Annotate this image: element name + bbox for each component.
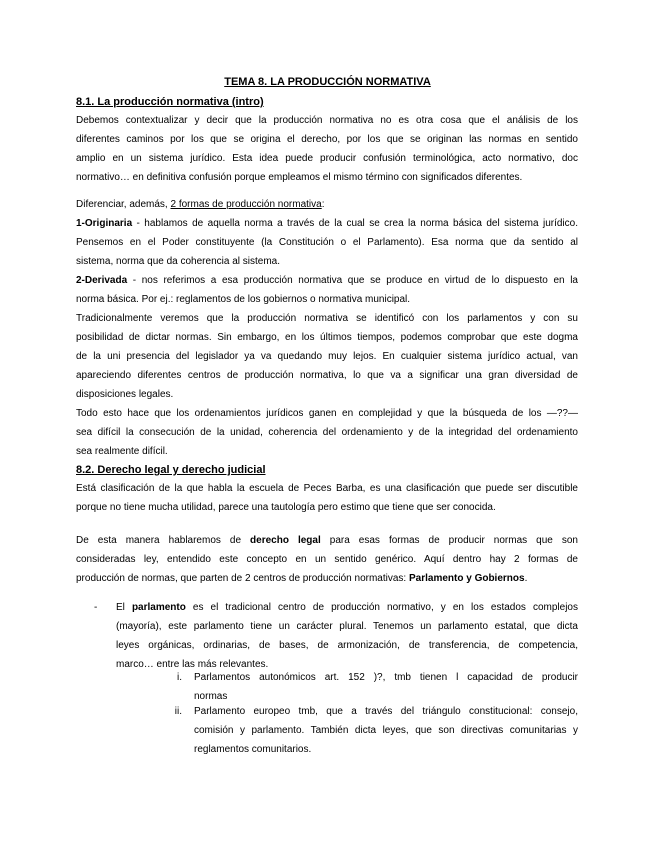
originaria-text: - hablamos de aquella norma a través de la cual se crea la norma básica del sistema jurídico. xyxy=(132,218,578,229)
text-line: comisión y parlamento. También dicta leyes, que son directivas comunitarias y xyxy=(194,725,578,736)
text-line: disposiciones legales. xyxy=(76,389,174,400)
text-line: normativo… en definitiva confusión porque empleamos el mismo término con significados diferentes. xyxy=(76,172,523,183)
sub-list-item xyxy=(174,702,578,759)
centros-intro: producción de normas, que parten de 2 centros de producción normativas: xyxy=(76,573,409,584)
centros-period: . xyxy=(524,573,528,584)
text-line xyxy=(76,569,578,588)
derivada-label: 2-Derivada xyxy=(76,275,128,286)
formas-intro: Diferenciar, además, xyxy=(76,199,171,210)
text-line: amplio en un sistema jurídico. Esta idea puede producir confusión terminológica, acto normativo, doc xyxy=(76,153,578,164)
paragraph-intro xyxy=(76,111,578,187)
text-line xyxy=(76,195,578,214)
text-line: posibilidad de dictar normas. Sin embargo, en los últimos tiempos, podemos comprobar que este dogma xyxy=(76,332,578,343)
paragraph-tradicional xyxy=(76,309,578,461)
text-line xyxy=(76,214,578,233)
sub-list-item xyxy=(177,668,578,706)
bullet-intro: El xyxy=(116,602,132,613)
text-line: reglamentos comunitarios. xyxy=(194,744,312,755)
centros-term: Parlamento y Gobiernos xyxy=(408,573,525,584)
text-line: Parlamento europeo tmb, que a través del triángulo constitucional: consejo, xyxy=(194,706,578,717)
text-line: apareciendo diferentes centros de producción normativa, lo que va a significar una gran diversidad de xyxy=(76,370,578,381)
sub-list-number: i. xyxy=(177,672,182,683)
derecho-legal-intro: De esta manera hablaremos de xyxy=(76,535,251,546)
text-line xyxy=(116,598,578,617)
derivada-text: - nos referimos a esa producción normativa que se produce en virtud de lo dispuesto en la xyxy=(127,275,578,286)
paragraph-clasificacion xyxy=(76,479,578,517)
sub-list-number: ii. xyxy=(174,706,182,717)
parlamento-term: parlamento xyxy=(131,602,186,613)
text-line: sea difícil la consecución de la unidad, coherencia del ordenamiento y de la integridad del ordenamiento xyxy=(76,427,578,438)
text-line: Está clasificación de la que habla la escuela de Peces Barba, es una clasificación que puede ser discutible xyxy=(76,483,578,494)
derecho-legal-rest: para esas formas de producir normas que son xyxy=(320,535,578,546)
text-line: diferentes caminos por los que se origina el derecho, por los que se originan las normas en sentido xyxy=(76,134,578,145)
derecho-legal-term: derecho legal xyxy=(250,535,321,546)
document-title: TEMA 8. LA PRODUCCIÓN NORMATIVA xyxy=(224,76,431,88)
text-line: norma básica. Por ej.: reglamentos de los gobiernos o normativa municipal. xyxy=(76,294,411,305)
text-line: Pensemos en el Poder constituyente (la Constitución o el Parlamento). Esa norma que da sentido al xyxy=(76,237,578,248)
paragraph-formas xyxy=(76,195,578,309)
text-line xyxy=(76,531,578,550)
formas-colon: : xyxy=(321,199,325,210)
text-line: leyes orgánicas, ordinarias, de bases, de armonización, de transferencia, de competencia, xyxy=(116,640,578,651)
text-line: normas xyxy=(194,691,228,702)
bullet-dash: - xyxy=(94,602,98,613)
bullet-parlamento xyxy=(116,598,578,674)
text-line xyxy=(76,271,578,290)
section-heading-8-2: 8.2. Derecho legal y derecho judicial xyxy=(76,464,266,476)
text-line: sistema, norma que da coherencia al sistema. xyxy=(76,256,280,267)
paragraph-derecho-legal xyxy=(76,531,578,588)
text-line: Debemos contextualizar y decir que la producción normativa no es otra cosa que el análisis de los xyxy=(76,115,578,126)
text-line: Tradicionalmente veremos que la producción normativa se identificó con los parlamentos y con su xyxy=(76,313,578,324)
text-line: porque no tiene mucha utilidad, parece una tautología pero estimo que tiene que ser conocida. xyxy=(76,502,496,513)
text-line: de la uni presencia del legislador ya va quedando muy lejos. En cualquier sistema jurídico actual, van xyxy=(76,351,578,362)
text-line: (mayoría), este parlamento tiene un carácter plural. Tenemos un parlamento estatal, que dicta xyxy=(116,621,578,632)
text-line: sea realmente difícil. xyxy=(76,446,168,457)
text-line: consideradas ley, entendido este concepto en un sentido genérico. Aquí dentro hay 2 formas de xyxy=(76,554,578,565)
formas-underlined: 2 formas de producción normativa xyxy=(170,199,322,210)
originaria-label: 1-Originaria xyxy=(76,218,133,229)
text-line: Parlamentos autonómicos art. 152 )?, tmb tienen l capacidad de producir xyxy=(194,672,578,683)
text-line: marco… entre las más relevantes. xyxy=(116,659,269,670)
bullet-rest: es el tradicional centro de producción normativo, y en los estados complejos xyxy=(185,602,578,613)
text-line: Todo esto hace que los ordenamientos jurídicos ganen en complejidad y que la búsqueda de los —??— xyxy=(76,408,578,419)
section-heading-8-1: 8.1. La producción normativa (intro) xyxy=(76,96,264,108)
